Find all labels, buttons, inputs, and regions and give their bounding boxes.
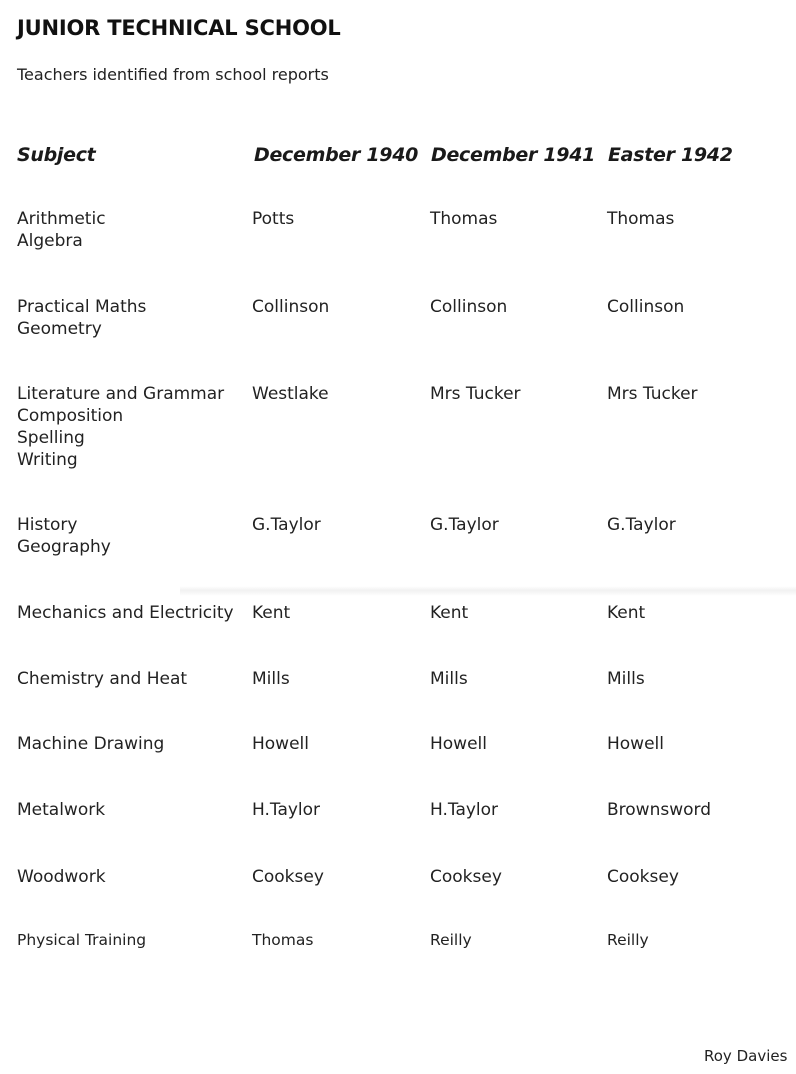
teacher-dec-1940: G.Taylor: [252, 515, 321, 535]
header-december-1941: December 1941: [431, 144, 596, 166]
subject-line: Arithmetic: [17, 209, 106, 229]
subject-cell: [17, 866, 106, 888]
subject-cell: [17, 208, 106, 252]
teacher-dec-1940: Thomas: [252, 931, 314, 949]
subject-line: Mechanics and Electricity: [17, 603, 234, 623]
teacher-dec-1941: H.Taylor: [430, 800, 499, 820]
subject-line: Writing: [17, 450, 78, 470]
subject-line: Physical Training: [17, 931, 147, 949]
teacher-dec-1941: Howell: [430, 734, 487, 754]
subject-line: Practical Maths: [17, 297, 147, 317]
teacher-easter-1942: Brownsword: [607, 800, 712, 820]
subject-line: Chemistry and Heat: [17, 669, 188, 689]
teacher-dec-1940: Mills: [252, 669, 290, 689]
subject-line: History: [17, 515, 78, 535]
subject-line: Composition: [17, 406, 124, 426]
teacher-dec-1941: Thomas: [430, 209, 498, 229]
subject-line: Metalwork: [17, 800, 106, 820]
teacher-dec-1941: Cooksey: [430, 867, 502, 887]
teacher-dec-1940: Westlake: [252, 384, 329, 404]
teacher-dec-1940: Howell: [252, 734, 309, 754]
teacher-easter-1942: Mills: [607, 669, 645, 689]
teacher-dec-1941: Mills: [430, 669, 468, 689]
teacher-dec-1940: Collinson: [252, 297, 330, 317]
teacher-dec-1941: G.Taylor: [430, 515, 499, 535]
subject-line: Spelling: [17, 428, 85, 448]
document-title: JUNIOR TECHNICAL SCHOOL: [17, 16, 341, 40]
teacher-dec-1941: Mrs Tucker: [430, 384, 521, 404]
subject-line: Machine Drawing: [17, 734, 165, 754]
teacher-dec-1940: Cooksey: [252, 867, 324, 887]
subject-cell: [17, 668, 187, 690]
teacher-easter-1942: Collinson: [607, 297, 685, 317]
teacher-easter-1942: Reilly: [607, 931, 649, 949]
paper-fold-line: [180, 586, 796, 596]
subject-cell: [17, 383, 224, 471]
teacher-easter-1942: Cooksey: [607, 867, 679, 887]
subject-cell: [17, 799, 105, 821]
teacher-easter-1942: Howell: [607, 734, 664, 754]
teacher-dec-1940: H.Taylor: [252, 800, 321, 820]
subject-cell: [17, 733, 164, 755]
teacher-easter-1942: Kent: [607, 603, 646, 623]
subject-line: Woodwork: [17, 867, 106, 887]
subject-line: Algebra: [17, 231, 83, 251]
teacher-easter-1942: Thomas: [607, 209, 675, 229]
subject-line: Literature and Grammar: [17, 384, 225, 404]
subject-cell: [17, 602, 234, 624]
subject-cell: [17, 514, 111, 558]
subject-line: Geometry: [17, 319, 102, 339]
teacher-dec-1940: Potts: [252, 209, 295, 229]
header-subject: Subject: [17, 144, 96, 166]
teacher-dec-1941: Reilly: [430, 931, 472, 949]
subject-line: Geography: [17, 537, 111, 557]
author-signature: Roy Davies: [704, 1047, 788, 1065]
header-easter-1942: Easter 1942: [608, 144, 733, 166]
teacher-dec-1940: Kent: [252, 603, 291, 623]
subject-cell: [17, 296, 146, 340]
header-december-1940: December 1940: [254, 144, 419, 166]
teacher-easter-1942: G.Taylor: [607, 515, 676, 535]
subject-cell: [17, 929, 146, 951]
document-subtitle: Teachers identified from school reports: [17, 65, 329, 84]
teacher-dec-1941: Kent: [430, 603, 469, 623]
teacher-easter-1942: Mrs Tucker: [607, 384, 698, 404]
teacher-dec-1941: Collinson: [430, 297, 508, 317]
